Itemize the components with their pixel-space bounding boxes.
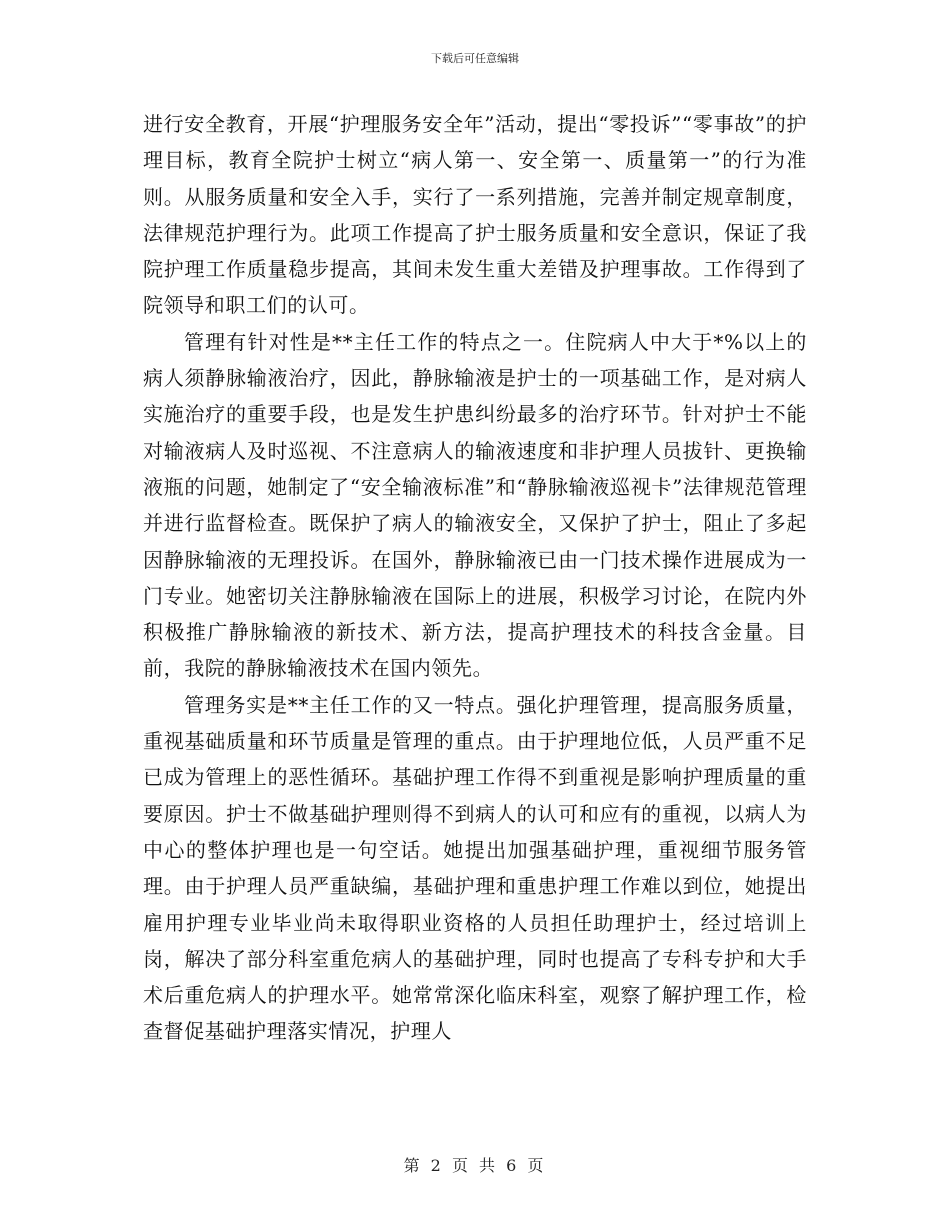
page-footer: 第 2 页 共 6 页 xyxy=(403,1156,547,1175)
paragraph-1: 进行安全教育，开展“护理服务安全年”活动，提出“零投诉”“零事故”的护理目标，教育全院护士树立“病人第一、安全第一、质量第一”的行为准则。从服务质量和安全入手，实行了一系列措施，完善并制定规章制度，法律规范护理行为。此项工作提高了护士服务质量和安全意识，保证了我院护理工作质量稳步提高，其间未发生重大差错及护理事故。工作得到了院领导和职工们的认可。 xyxy=(143,112,807,318)
page-header: 下载后可任意编辑 xyxy=(431,52,519,65)
document-body xyxy=(143,106,807,1050)
paragraph-2: 管理有针对性是**主任工作的特点之一。住院病人中大于*%以上的病人须静脉输液治疗，因此，静脉输液是护士的一项基础工作，是对病人实施治疗的重要手段，也是发生护患纠纷最多的治疗环节。针对护士不能对输液病人及时巡视、不注意病人的输液速度和非护理人员拔针、更换输液瓶的问题，她制定了“安全输液标准”和“静脉输液巡视卡”法律规范管理并进行监督检查。既保护了病人的输液安全，又保护了护士，阻止了多起因静脉输液的无理投诉。在国外，静脉输液已由一门技术操作进展成为一门专业。她密切关注静脉输液在国际上的进展，积极学习讨论，在院内外积极推广静脉输液的新技术、新方法，提高护理技术的科技含金量。目前，我院的静脉输液技术在国内领先。 xyxy=(143,329,807,681)
paragraph-3: 管理务实是**主任工作的又一特点。强化护理管理，提高服务质量，重视基础质量和环节质量是管理的重点。由于护理地位低，人员严重不足已成为管理上的恶性循环。基础护理工作得不到重视是影响护理质量的重要原因。护士不做基础护理则得不到病人的认可和应有的重视，以病人为中心的整体护理也是一句空话。她提出加强基础护理，重视细节服务管理。由于护理人员严重缺编，基础护理和重患护理工作难以到位，她提出雇用护理专业毕业尚未取得职业资格的人员担任助理护士，经过培训上岗，解决了部分科室重危病人的基础护理，同时也提高了专科专护和大手术后重危病人的护理水平。她常常深化临床科室，观察了解护理工作，检查督促基础护理落实情况，护理人 xyxy=(143,692,807,1044)
